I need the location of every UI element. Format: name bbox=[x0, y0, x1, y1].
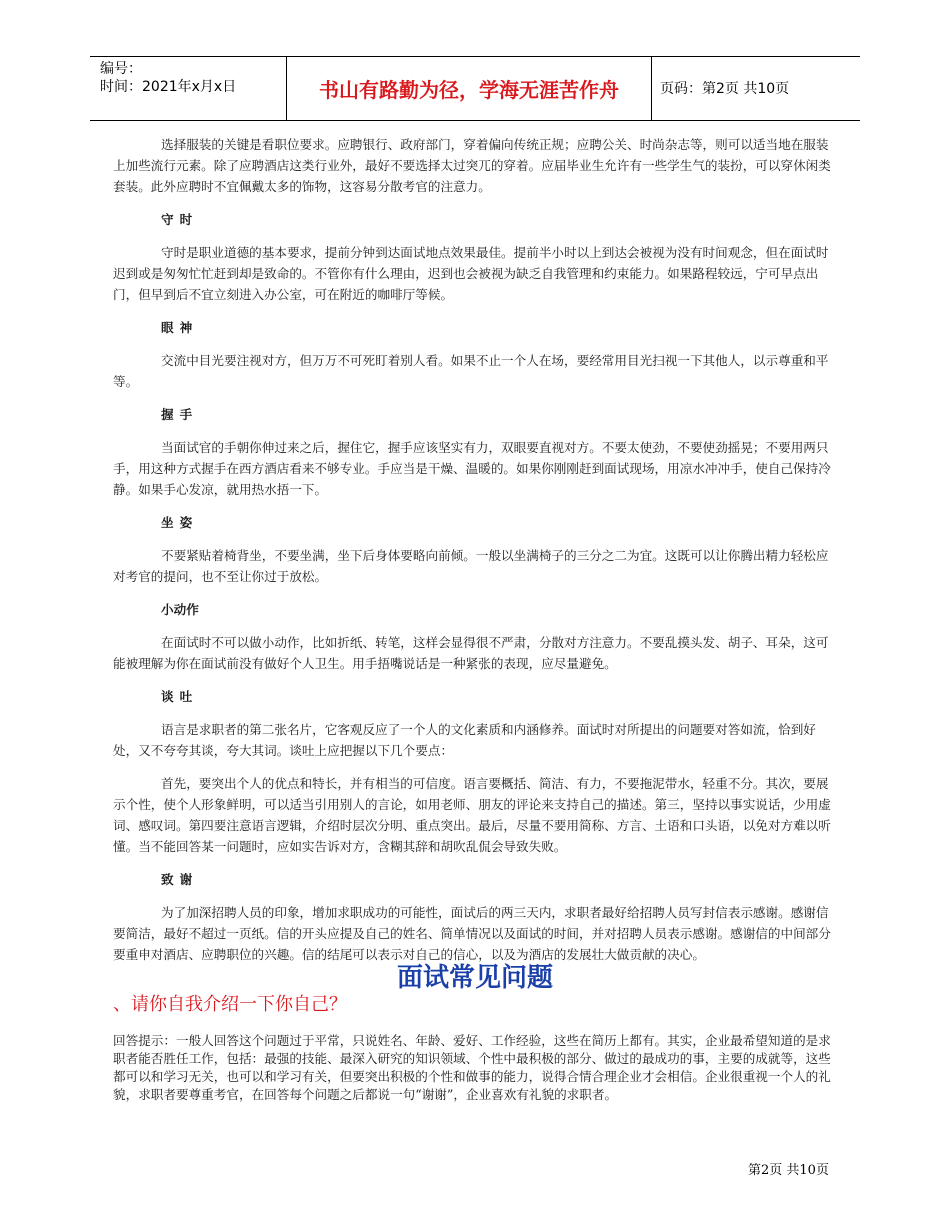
paragraph-posture: 不要紧贴着椅背坐，不要坐满，坐下后身体要略向前倾。一般以坐满椅子的三分之二为宜。这既可以让你腾出精力轻松应对考官的提问，也不至让你过于放松。 bbox=[113, 548, 829, 584]
header-motto: 书山有路勤为径，学海无涯苦作舟 bbox=[319, 77, 619, 102]
paragraph-thanks: 为了加深招聘人员的印象，增加求职成功的可能性，面试后的两三天内，求职者最好给招聘人员写封信表示感谢。感谢信要简洁，最好不超过一页纸。信的开头应提及自己的姓名、简单情况以及面试的时间，并对招聘人员表示感谢。感谢信的中间部分要重申对酒店、应聘职位的兴趣。信的结尾可以表示对自己的信心，以及为酒店的发展壮大做贡献的决心。 bbox=[113, 905, 831, 962]
paragraph-speech-points: 首先，要突出个人的优点和特长，并有相当的可信度。语言要概括、简洁、有力，不要拖泥带水，轻重不分。其次，要展示个性，使个人形象鲜明，可以适当引用别人的言论，如用老师、朋友的评论来支持自己的描述。第三，坚持以事实说话，少用虚词、感叹词。第四要注意语言逻辑，介绍时层次分明、重点突出。最后，尽量不要用简称、方言、土语和口头语，以免对方难以听懂。当不能回答某一问题时，应如实告诉对方，含糊其辞和胡吹乱侃会导致失败。 bbox=[113, 776, 831, 854]
paragraph-handshake: 当面试官的手朝你伸过来之后，握住它，握手应该坚实有力，双眼要直视对方。不要太使劲，不要使劲摇晃；不要用两只手，用这种方式握手在西方酒店看来不够专业。手应当是干燥、温暖的。如果你刚刚赶到面试现场，用凉水冲冲手，使自己保持冷静。如果手心发凉，就用热水捂一下。 bbox=[113, 440, 831, 497]
header-meta bbox=[100, 60, 236, 96]
header-divider-right bbox=[651, 56, 652, 121]
heading-eye-contact: 眼神 bbox=[161, 320, 199, 335]
paragraph-small-gestures: 在面试时不可以做小动作，比如折纸、转笔，这样会显得很不严肃，分散对方注意力。不要乱摸头发、胡子、耳朵，这可能被理解为你在面试前没有做好个人卫生。用手捂嘴说话是一种紧张的表现，应尽量避免。 bbox=[113, 635, 829, 671]
header-page-info: 页码：第2页 共10页 bbox=[660, 81, 790, 97]
paragraph-eye-contact: 交流中目光要注视对方，但万万不可死盯着别人看。如果不止一个人在场，要经常用目光扫视一下其他人，以示尊重和平等。 bbox=[113, 353, 829, 389]
faq-title: 面试常见问题 bbox=[396, 963, 553, 993]
time-label: 时间：2021年x月x日 bbox=[100, 79, 237, 95]
heading-punctuality: 守时 bbox=[161, 212, 199, 227]
heading-speech: 谈吐 bbox=[161, 689, 199, 704]
page-footer: 第2页 共10页 bbox=[748, 1163, 829, 1178]
heading-small-gestures: 小动作 bbox=[161, 602, 199, 617]
paragraph-punctuality: 守时是职业道德的基本要求，提前分钟到达面试地点效果最佳。提前半小时以上到达会被视为没有时间观念，但在面试时迟到或是匆匆忙忙赶到却是致命的。不管你有什么理由，迟到也会被视为缺乏自我管理和约束能力。如果路程较远，宁可早点出门，但早到后不宜立刻进入办公室，可在附近的咖啡厅等候。 bbox=[113, 245, 829, 302]
header-bottom-rule bbox=[90, 120, 860, 121]
faq-answer: 回答提示：一般人回答这个问题过于平常，只说姓名、年龄、爱好、工作经验，这些在简历上都有。其实，企业最希望知道的是求职者能否胜任工作，包括：最强的技能、最深入研究的知识领域、个性中最积极的部分、做过的最成功的事，主要的成就等，这些都可以和学习无关，也可以和学习有关，但要突出积极的个性和做事的能力，说得合情合理企业才会相信。企业很重视一个人的礼貌，求职者要尊重考官，在回答每个问题之后都说一句“谢谢”，企业喜欢有礼貌的求职者。 bbox=[113, 1033, 831, 1102]
faq-question: 、请你自我介绍一下你自己？ bbox=[113, 994, 347, 1015]
number-label: 编号： bbox=[100, 61, 142, 77]
paragraph-dress: 选择服装的关键是看职位要求。应聘银行、政府部门，穿着偏向传统正规；应聘公关、时尚杂志等，则可以适当地在服装上加些流行元素。除了应聘酒店这类行业外，最好不要选择太过突兀的穿着。应届毕业生允许有一些学生气的装扮，可以穿休闲类套装。此外应聘时不宜佩戴太多的饰物，这容易分散考官的注意力。 bbox=[113, 137, 831, 194]
heading-posture: 坐姿 bbox=[161, 515, 199, 530]
paragraph-speech-intro: 语言是求职者的第二张名片，它客观反应了一个人的文化素质和内涵修养。面试时对所提出的问题要对答如流，恰到好处，又不夸夸其谈，夸大其词。谈吐上应把握以下几个要点： bbox=[113, 722, 816, 758]
heading-handshake: 握手 bbox=[161, 407, 199, 422]
document-body bbox=[113, 134, 840, 977]
heading-thanks: 致谢 bbox=[161, 872, 199, 887]
